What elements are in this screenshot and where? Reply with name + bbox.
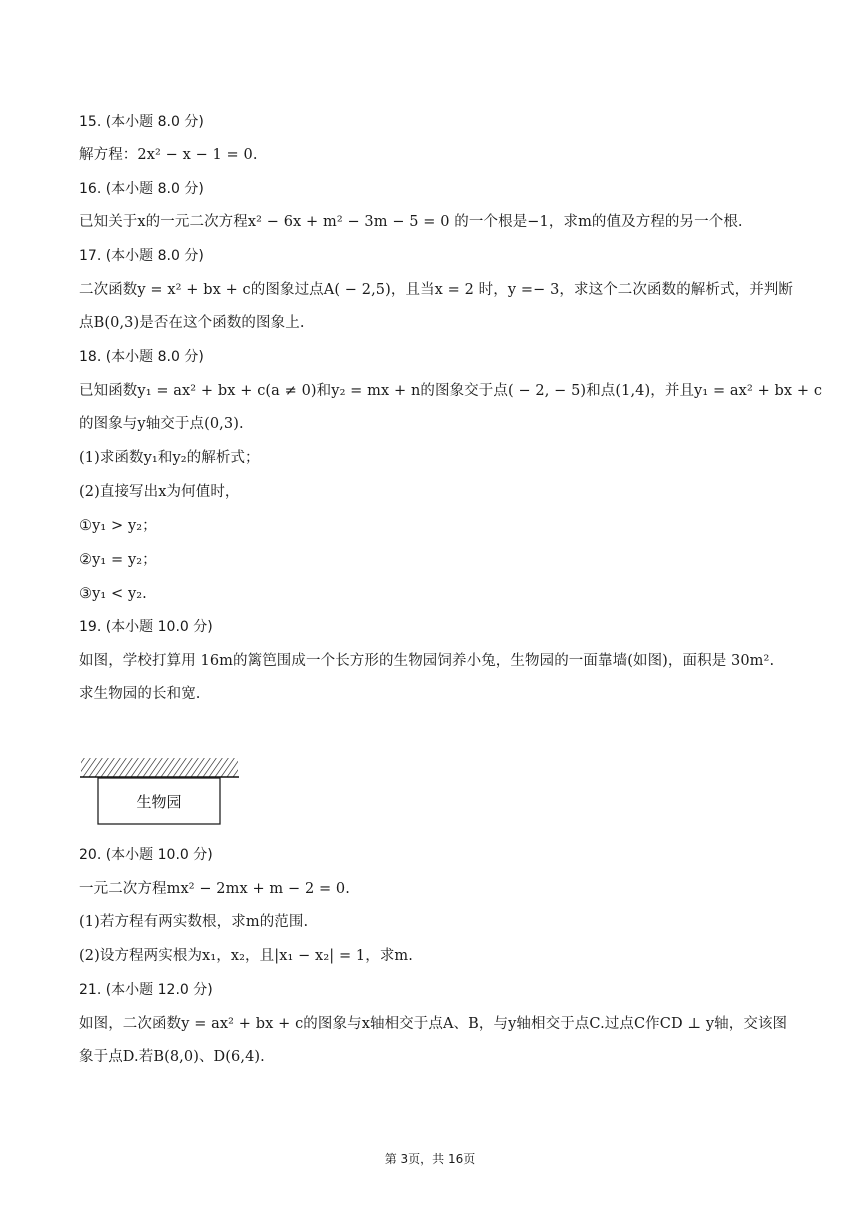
page-footer: 第 3页，共 16页 [384, 1152, 476, 1166]
q17-line-1: 二次函数y = x² + bx + c的图象过点A( − 2,5)，且当x = 2 时，y =− 3，求这个二次函数的解析式，并判断 [79, 282, 793, 298]
q18-part-1: (1)求函数y₁和y₂的解析式； [79, 450, 260, 466]
q18-part-2: (2)直接写出x为何值时， [79, 484, 240, 500]
garden-diagram [80, 755, 240, 827]
q18-line-1: 已知函数y₁ = ax² + bx + c(a ≠ 0)和y₂ = mx + n的图象交于点( − 2, − 5)和点(1,4)，并且y₁ = ax² + bx + c [79, 383, 823, 399]
q17-header: 17. (本小题 8.0 分) [79, 248, 204, 264]
q18-case-3: ③y₁ < y₂. [79, 586, 147, 602]
q19-line-1: 如图，学校打算用 16m的篱笆围成一个长方形的生物园饲养小兔，生物园的一面靠墙(如图)，面积是 30m². [79, 653, 775, 669]
q15-line-1: 解方程：2x² − x − 1 = 0. [79, 147, 258, 163]
q16-line-1: 已知关于x的一元二次方程x² − 6x + m² − 3m − 5 = 0 的一个根是−1，求m的值及方程的另一个根. [79, 214, 743, 230]
wall-hatching [81, 758, 238, 777]
q20-part-2: (2)设方程两实根为x₁，x₂，且|x₁ − x₂| = 1，求m. [79, 948, 413, 964]
q20-part-1: (1)若方程有两实数根，求m的范围. [79, 914, 309, 930]
q21-line-2: 象于点D.若B(8,0)、D(6,4). [79, 1049, 265, 1065]
q20-line-1: 一元二次方程mx² − 2mx + m − 2 = 0. [79, 881, 350, 897]
q18-line-2: 的图象与y轴交于点(0,3). [79, 416, 244, 432]
q21-header: 21. (本小题 12.0 分) [79, 982, 213, 998]
q19-header: 19. (本小题 10.0 分) [79, 619, 213, 635]
q18-case-1: ①y₁ > y₂； [79, 518, 157, 534]
q21-line-1: 如图，二次函数y = ax² + bx + c的图象与x轴相交于点A、B，与y轴相交于点C.过点C作CD ⊥ y轴，交该图 [79, 1016, 788, 1032]
q16-header: 16. (本小题 8.0 分) [79, 181, 204, 197]
q18-header: 18. (本小题 8.0 分) [79, 349, 204, 365]
q17-line-2: 点B(0,3)是否在这个函数的图象上. [79, 315, 305, 331]
garden-label: 生物园 [136, 793, 182, 811]
q15-header: 15. (本小题 8.0 分) [79, 114, 204, 130]
q18-case-2: ②y₁ = y₂； [79, 552, 157, 568]
q19-line-2: 求生物园的长和宽. [79, 686, 201, 702]
q20-header: 20. (本小题 10.0 分) [79, 847, 213, 863]
garden-figure [80, 755, 240, 827]
